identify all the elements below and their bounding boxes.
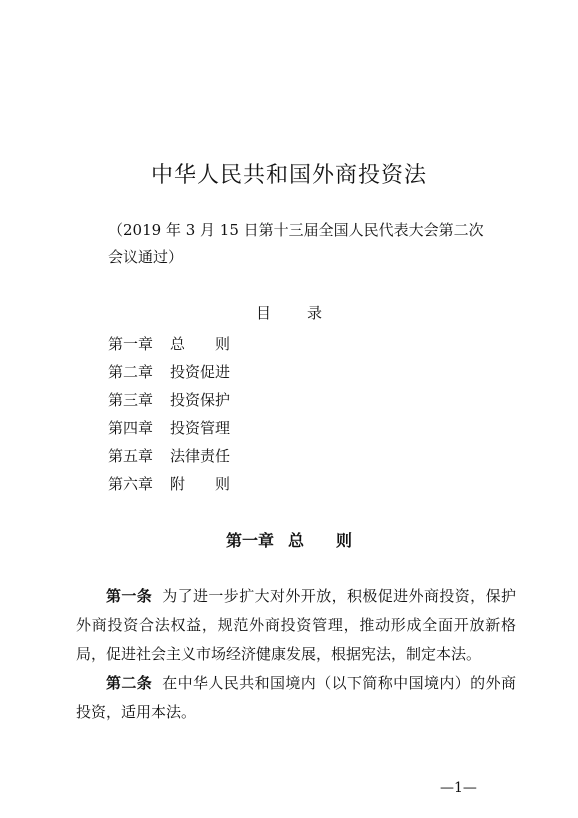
chapter-number: 第一章 [225,531,274,550]
toc-item [108,330,230,358]
article-text: 在中华人民共和国境内（以下简称中国境内）的外商投资，适用本法。 [76,674,516,721]
table-of-contents [108,330,230,498]
adoption-note [108,217,488,271]
toc-item-name: 法律责任 [170,447,231,465]
article-paragraph [76,582,516,669]
toc-heading-right: 录 [307,304,323,322]
toc-item-name: 总 则 [170,335,231,353]
toc-heading [0,302,578,323]
toc-item-name: 投资保护 [170,391,231,409]
article-text: 为了进一步扩大对外开放，积极促进外商投资，保护外商投资合法权益，规范外商投资管理，推动形成全面开放新格局，促进社会主义市场经济健康发展，根据宪法，制定本法。 [76,587,516,663]
chapter-heading [0,528,578,551]
toc-item [108,470,230,498]
toc-item-number: 第六章 [108,475,154,493]
article-paragraph [76,669,516,727]
toc-item-number: 第五章 [108,447,154,465]
toc-item-name: 附 则 [170,475,231,493]
document-title: 中华人民共和国外商投资法 [150,163,427,188]
page-number: —1— [440,780,477,796]
toc-item [108,386,230,414]
adoption-note-line-2: 会议通过） [108,248,184,266]
toc-item-number: 第三章 [108,391,154,409]
toc-item [108,442,230,470]
articles-body [76,582,516,727]
toc-item [108,358,230,386]
toc-heading-left: 目 [255,304,271,322]
adoption-note-line-1: （2019 年 3 月 15 日第十三届全国人民代表大会第二次 [108,221,484,239]
toc-item-number: 第一章 [108,335,154,353]
toc-item-number: 第二章 [108,363,154,381]
toc-item-name: 投资促进 [170,363,231,381]
article-label: 第一条 [106,587,153,605]
toc-item-number: 第四章 [108,419,154,437]
toc-item [108,414,230,442]
article-label: 第二条 [106,674,153,692]
toc-item-name: 投资管理 [170,419,231,437]
chapter-name: 总 则 [288,531,353,550]
